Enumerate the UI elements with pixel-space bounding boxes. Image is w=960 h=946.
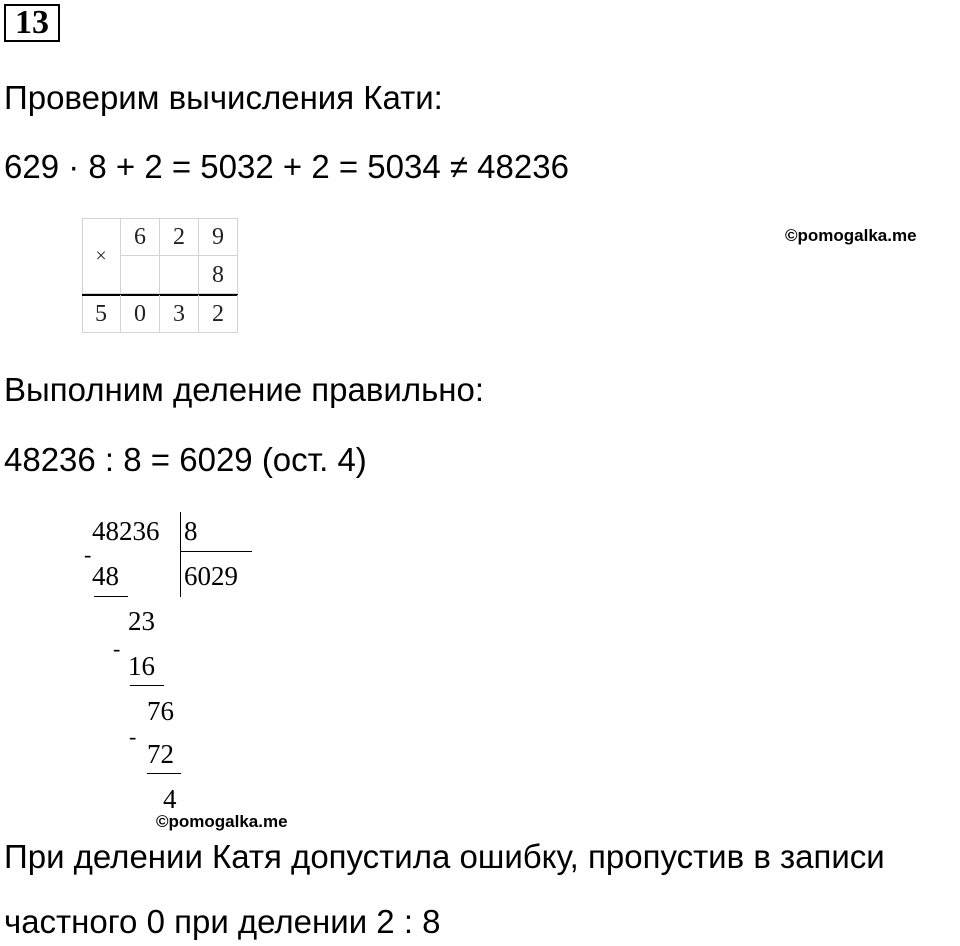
task-number: 13 (4, 4, 60, 42)
product-digit: 0 (121, 295, 160, 333)
dividend: 48236 (92, 516, 160, 546)
minus-sign: - (84, 542, 92, 567)
product-digit: 3 (160, 295, 199, 333)
multiplier-digit (160, 256, 199, 294)
conclusion-line-1: При делении Катя допустила ошибку, пропустив в записи (4, 838, 885, 875)
subtraction-line (130, 685, 164, 686)
check-equation: 629 · 8 + 2 = 5032 + 2 = 5034 ≠ 48236 (4, 148, 569, 185)
division-bracket-vertical (180, 512, 181, 597)
multiplier-digit: 8 (199, 256, 238, 294)
divide-equation: 48236 : 8 = 6029 (ост. 4) (4, 441, 367, 478)
watermark-top: ©pomogalka.me (785, 226, 917, 245)
heading-divide: Выполним деление правильно: (4, 371, 485, 408)
multiplicand-digit: 9 (199, 218, 238, 256)
multiplicand-digit: 6 (121, 218, 160, 256)
minus-sign: - (113, 636, 121, 661)
divisor: 8 (184, 516, 198, 546)
heading-check: Проверим вычисления Кати: (4, 79, 443, 116)
partial-remainder: 76 (147, 696, 174, 726)
conclusion-line-2: частного 0 при делении 2 : 8 (4, 903, 441, 940)
multiplier-digit (121, 256, 160, 294)
subtraction-line (94, 596, 128, 597)
multiplication-grid (82, 218, 238, 333)
subtrahend: 72 (147, 739, 174, 769)
partial-remainder: 23 (128, 606, 155, 636)
subtraction-line (147, 773, 181, 774)
quotient: 6029 (184, 561, 238, 591)
multiplicand-digit: 2 (160, 218, 199, 256)
minus-sign: - (129, 724, 137, 749)
division-bracket-horizontal (181, 551, 252, 552)
product-digit: 5 (82, 295, 121, 333)
subtrahend: 16 (128, 651, 155, 681)
watermark-bottom: ©pomogalka.me (156, 812, 288, 831)
subtrahend: 48 (92, 561, 119, 591)
product-digit: 2 (199, 295, 238, 333)
final-remainder: 4 (163, 784, 177, 814)
multiply-sign: × (82, 218, 121, 294)
